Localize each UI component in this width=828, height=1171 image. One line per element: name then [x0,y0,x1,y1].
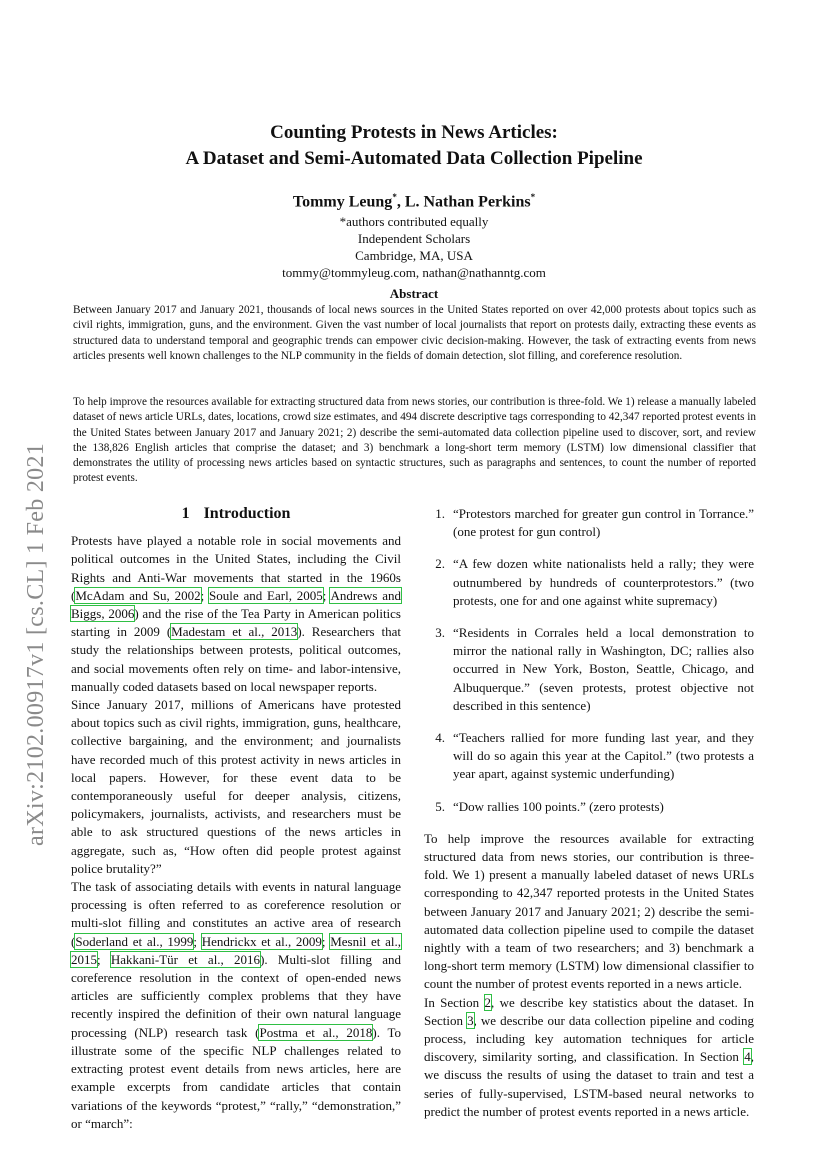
abstract-paragraph: To help improve the resources available for extracting structured data from news stories, our contribution is three-fold. We 1) release a manually labeled dataset of news article URLs, dates, locations, crowd size estimates, and 494 discrete descriptive tags corresponding to 42,347 reported protest events in the United States between January 2017 and January 2021; 2) describe the semi-automated data collection pipeline used to discover, sort, and review the 138,826 English articles that comprise the dataset; and 3) benchmark a long-short term memory (LSTM) low dimensional classifier that demonstrates the utility of processing news articles based on syntactic structures, such as paragraphs and sentences, to count the number of reported protest events. [73,396,756,485]
contribution-note: *authors contributed equally [339,214,489,229]
section-ref-link[interactable]: 2 [484,994,492,1010]
citation-link[interactable]: Hendrickx et al., 2009 [201,933,322,949]
affiliation: Independent Scholars [357,231,471,246]
list-item: 3. “Residents in Corrales held a local demonstration to mirror the national rally in Washington, DC; rallies also occurred in New York, Boston, Seattle, Chicago, and Albuquerque.” (seven protests, protest objective not described in this sentence) [435,625,754,713]
contribution-paragraph: To help improve the resources available for extracting structured data from news stories, our contribution is three-fold. We 1) present a manually labeled dataset of news URLs corresponding to 42,347 reported protests in the United States between January 2017 and January 2021; 2) describe the semi-automated data collection pipeline used to compile the dataset nightly with a team of two researchers; and 3) benchmark a long-short term memory (LSTM) low dimensional classifier to count the number of protest events reported in a news article. [424,830,754,992]
paper-title [0,120,828,172]
right-column [424,505,754,1121]
abstract-heading: Abstract [389,286,439,301]
citation-link[interactable]: Soule and Earl, 2005 [209,587,323,603]
list-item: 5. “Dow rallies 100 points.” (zero protests) [435,798,664,814]
citation-link[interactable]: Hakkani-Tür et al., 2016 [110,951,261,967]
list-item: 1. “Protestors marched for greater gun control in Torrance.” (one protest for gun control) [435,506,754,540]
example-list [424,505,754,816]
citation-link[interactable]: Soderland et al., 1999 [75,933,194,949]
intro-paragraph: Protests have played a notable role in social movements and political outcomes in the United States, including the Civil Rights and Anti-War movements that started in the 1960s (McAdam and Su, 2002; Soule and Earl, 2005; Andrews and Biggs, 2006) and the rise of the Tea Party in American politics starting in 2009 (Madestam et al., 2013). Researchers that study the relationships between protests, political outcomes, and social movements often rely on time- and labor-intensive, manually coded datasets based on local newspaper reports. [71,533,401,694]
citation-link[interactable]: Andrews and Biggs, 2006 [71,587,401,622]
citation-link[interactable]: Mesnil et al., 2015 [71,933,401,967]
section-heading-introduction: 1 Introduction [181,505,291,522]
abstract-paragraph: Between January 2017 and January 2021, thousands of local news sources in the United States reported on over 42,000 protests about topics such as civil rights, immigration, guns, and the environment. Given the vast number of local journalists that report on protests daily, extracting these events as structured data to understand temporal and geographic trends can empower civic decision-making. However, the task of extracting events from news articles presents well known challenges to the NLP community in the fields of domain detection, slot filling, and coreference resolution. [73,304,756,362]
author-name: Tommy Leung [292,193,393,211]
arxiv-identifier: arXiv:2102.00917v1 [cs.CL] 1 Feb 2021 [23,442,49,846]
outline-paragraph: In Section 2, we describe key statistics about the dataset. In Section 3, we describe our data collection pipeline and coding process, including key automation techniques for article discovery, similarity sorting, and classification. In Section 4, we discuss the results of using the dataset to train and test a series of fully-supervised, LSTM-based neural networks to predict the number of protest events reported in a news article. [424,994,755,1119]
section-ref-link[interactable]: 3 [467,1012,474,1028]
citation-link[interactable]: McAdam and Su, 2002 [75,587,201,603]
left-column [71,505,401,1133]
citation-link[interactable]: Madestam et al., 2013 [171,624,298,640]
location: Cambridge, MA, USA [355,248,473,263]
equal-contribution-mark: * [392,192,397,202]
affiliation-block [0,213,828,281]
section-ref-link[interactable]: 4 [744,1049,751,1065]
intro-paragraph: Since January 2017, millions of Americans have protested about topics such as civil rights, immigration, guns, healthcare, collective bargaining, and the environment; and journalists have recorded much of this protest activity in news articles in local papers. However, for these event data to be contemporaneously useful for deeper analysis, citizens, policymakers, journalists, activists, and researchers must be able to ask structured questions of the news articles in aggregate, such as, “How often did people protest against police brutality?” [71,697,401,876]
intro-paragraph: The task of associating details with events in natural language processing is often referred to as coreference resolution or multi-slot filling and constitutes an active area of research (Soderland et al., 1999; Hendrickx et al., 2009; Mesnil et al., 2015; Hakkani-Tür et al., 2016). Multi-slot filling and coreference resolution in the context of open-ended news articles are sufficiently complex problems that they have recently inspired the definition of their own natural language processing (NLP) research task (Postma et al., 2018). To illustrate some of the specific NLP challenges related to extracting protest event details from news articles, here are example excerpts from candidate articles that contain variations of the keywords “protest,” “rally,” “demonstration,” or “march”: [71,879,402,1131]
list-item: 2. “A few dozen white nationalists held a rally; they were outnumbered by hundreds of counterprotestors.” (two protests, one for and one against white supremacy) [435,556,754,608]
list-item: 4. “Teachers rallied for more funding last year, and they will do so again this year at the Capitol.” (two protests a year apart, against systemic underfunding) [435,730,754,782]
equal-contribution-mark: * [530,192,536,202]
author-emails: tommy@tommyleug.com, nathan@nathanntg.com [282,265,546,280]
author-name: L. Nathan Perkins [404,193,531,211]
citation-link[interactable]: Postma et al., 2018 [259,1024,373,1040]
title-line-1: Counting Protests in News Articles: [270,122,558,143]
title-line-2: A Dataset and Semi-Automated Data Collection Pipeline [185,148,643,169]
author-list: Tommy Leung*, L. Nathan Perkins* [292,192,536,211]
